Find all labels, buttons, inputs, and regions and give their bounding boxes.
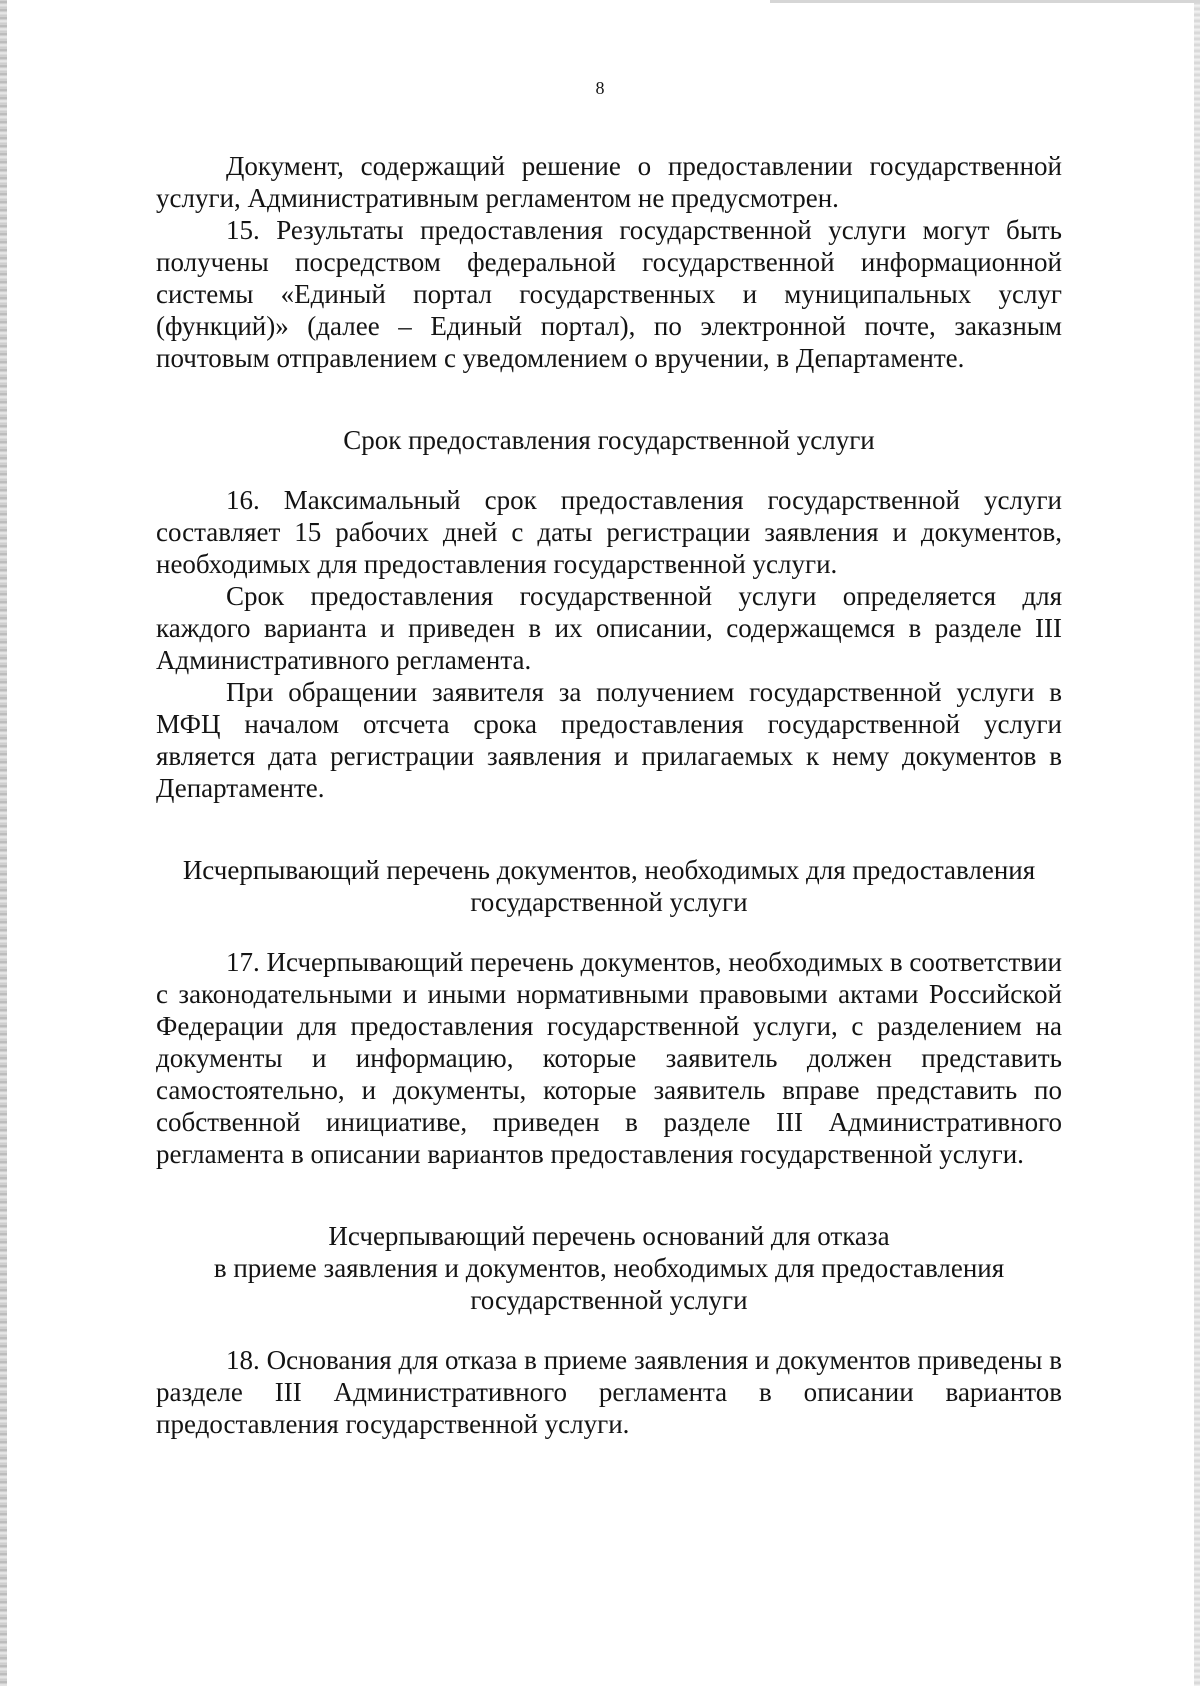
page-number: 8: [595, 78, 605, 98]
heading-refusal-grounds-line3: государственной услуги: [470, 1285, 748, 1315]
heading-refusal-grounds-line2: в приеме заявления и документов, необходимых для предоставления: [213, 1253, 1005, 1283]
heading-refusal-grounds: [156, 1220, 1062, 1316]
document-body: [156, 150, 1062, 1440]
paragraph-15: 15. Результаты предоставления государственной услуги могут быть получены посредством федеральной государственной информационной системы «Единый портал государственных и муниципальных услуг (функций)» (далее – Единый портал), по электронной почте, заказным почтовым отправлением с уведомлением о вручении, в Департаменте.: [156, 215, 1062, 373]
paragraph-16: 16. Максимальный срок предоставления государственной услуги составляет 15 рабочих дней с даты регистрации заявления и документов, необходимых для предоставления государственной услуги.: [156, 485, 1062, 579]
heading-documents-list-line1: Исчерпывающий перечень документов, необходимых для предоставления: [182, 855, 1036, 885]
paragraph-term-variant: Срок предоставления государственной услуги определяется для каждого варианта и приведен в их описании, содержащемся в разделе III Административного регламента.: [156, 581, 1062, 675]
scan-edge-top: [770, 0, 1200, 3]
heading-refusal-grounds-line1: Исчерпывающий перечень оснований для отказа: [328, 1221, 890, 1251]
paragraph-mfc-term: При обращении заявителя за получением государственной услуги в МФЦ началом отсчета срока предоставления государственной услуги является дата регистрации заявления и прилагаемых к нему документов в Департаменте.: [156, 677, 1062, 803]
heading-documents-list: [156, 854, 1062, 918]
paragraph-result-document: Документ, содержащий решение о предоставлении государственной услуги, Административным регламентом не предусмотрен.: [156, 151, 1062, 213]
paragraph-18: 18. Основания для отказа в приеме заявления и документов приведены в разделе III Административного регламента в описании вариантов предоставления государственной услуги.: [156, 1345, 1062, 1439]
scan-edge-right: [1194, 0, 1200, 1686]
heading-service-term-text: Срок предоставления государственной услуги: [343, 425, 875, 455]
heading-service-term: [156, 424, 1062, 456]
scan-edge-left: [0, 0, 7, 1686]
heading-documents-list-line2: государственной услуги: [470, 887, 748, 917]
paragraph-17: 17. Исчерпывающий перечень документов, необходимых в соответствии с законодательными и иными нормативными правовыми актами Российской Федерации для предоставления государственной услуги, с разделением на документы и информацию, которые заявитель должен представить самостоятельно, и документы, которые заявитель вправе представить по собственной инициативе, приведен в разделе III Административного регламента в описании вариантов предоставления государственной услуги.: [156, 947, 1062, 1169]
